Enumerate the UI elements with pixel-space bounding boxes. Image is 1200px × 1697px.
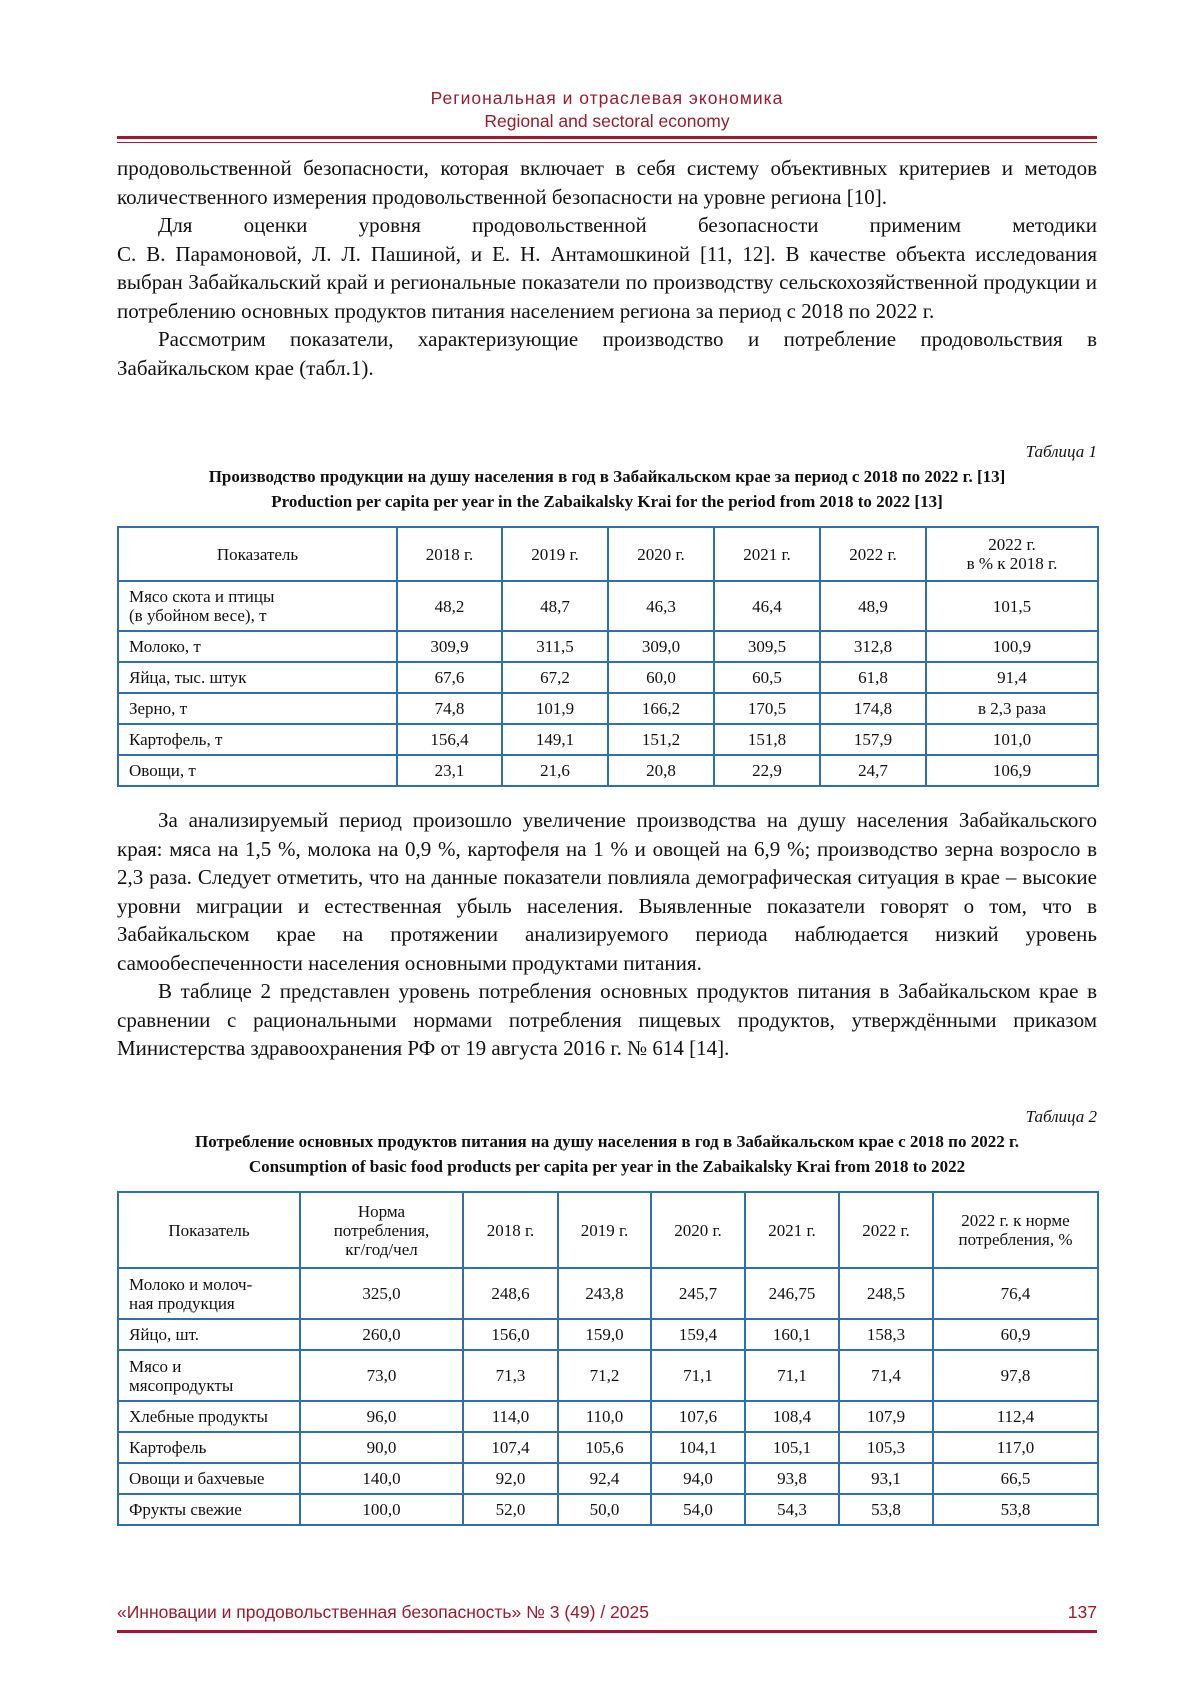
cell: 71,3 bbox=[463, 1350, 558, 1401]
cell: 50,0 bbox=[558, 1494, 651, 1525]
table-1 bbox=[117, 526, 1099, 787]
header-line: кг/год/чел bbox=[345, 1239, 418, 1259]
cell: 110,0 bbox=[558, 1401, 651, 1432]
cell: 90,0 bbox=[300, 1432, 463, 1463]
header-line: 2022 г. bbox=[988, 535, 1036, 554]
cell: 100,9 bbox=[926, 631, 1098, 662]
label-line: ная продукция bbox=[129, 1293, 235, 1313]
table-2-title-ru: Потребление основных продуктов питания на душу населения в год в Забайкальском крае с 2018 по 2022 г. bbox=[194, 1132, 1019, 1151]
table-2-header-cell: 2018 г. bbox=[463, 1192, 558, 1268]
label-line: Мясо и bbox=[129, 1356, 182, 1376]
cell: 23,1 bbox=[397, 755, 502, 786]
header-line: в % к 2018 г. bbox=[966, 554, 1058, 573]
table-1-header-cell: 2019 г. bbox=[502, 527, 608, 581]
cell: 52,0 bbox=[463, 1494, 558, 1525]
paragraph-2 bbox=[117, 211, 1097, 325]
row-label: Зерно, т bbox=[118, 693, 397, 724]
row-label bbox=[118, 581, 397, 631]
cell: 92,0 bbox=[463, 1463, 558, 1494]
cell: 100,0 bbox=[300, 1494, 463, 1525]
table-1-header-cell: Показатель bbox=[118, 527, 397, 581]
table-row bbox=[118, 724, 1098, 755]
row-label: Молоко, т bbox=[118, 631, 397, 662]
table-2-header-cell bbox=[933, 1192, 1098, 1268]
header-rule-thin bbox=[117, 142, 1097, 143]
row-label bbox=[118, 1268, 300, 1319]
paragraph-2-rest: С. В. Парамоновой, Л. Л. Пашиной, и Е. Н. Антамошкиной [11, 12]. В качестве объекта исследования выбран Забайкальский край и региональные показатели по производству сельскохозяйственной продукции и потреблению основных продуктов питания населением региона за период с 2018 по 2022 г. bbox=[117, 241, 1097, 323]
header-line: Норма bbox=[357, 1201, 406, 1221]
cell: 92,4 bbox=[558, 1463, 651, 1494]
cell: 151,2 bbox=[608, 724, 714, 755]
cell: 159,0 bbox=[558, 1319, 651, 1350]
cell: 170,5 bbox=[714, 693, 820, 724]
table-1-header-cell: 2020 г. bbox=[608, 527, 714, 581]
table-row bbox=[118, 1432, 1098, 1463]
cell: 93,1 bbox=[839, 1463, 933, 1494]
header-line: потребления, bbox=[333, 1220, 430, 1240]
cell: 71,1 bbox=[745, 1350, 839, 1401]
paragraph-3: Рассмотрим показатели, характеризующие производство и потребление продовольствия в Забайкальском крае (табл.1). bbox=[117, 327, 1097, 380]
cell: 46,4 bbox=[714, 581, 820, 631]
cell: 112,4 bbox=[933, 1401, 1098, 1432]
cell: 312,8 bbox=[820, 631, 926, 662]
cell: 107,9 bbox=[839, 1401, 933, 1432]
cell: 114,0 bbox=[463, 1401, 558, 1432]
cell: 66,5 bbox=[933, 1463, 1098, 1494]
paragraph-2-line-1: Для оценки уровня продовольственной безопасности применим методики bbox=[158, 213, 1097, 237]
table-row bbox=[118, 662, 1098, 693]
cell: 48,2 bbox=[397, 581, 502, 631]
cell: 325,0 bbox=[300, 1268, 463, 1319]
cell: 73,0 bbox=[300, 1350, 463, 1401]
cell: 21,6 bbox=[502, 755, 608, 786]
cell: 248,5 bbox=[839, 1268, 933, 1319]
label-line: (в убойном весе), т bbox=[129, 606, 267, 625]
table-1-title-ru: Производство продукции на душу населения в год в Забайкальском крае за период с 2018 по 2022 г. [13] bbox=[208, 467, 1006, 486]
table-1-header-cell: 2022 г. bbox=[820, 527, 926, 581]
table-row bbox=[118, 755, 1098, 786]
body-text-top bbox=[117, 154, 1097, 382]
footer-rule bbox=[117, 1630, 1097, 1633]
cell: 243,8 bbox=[558, 1268, 651, 1319]
cell: 158,3 bbox=[839, 1319, 933, 1350]
cell: 48,9 bbox=[820, 581, 926, 631]
row-label: Фрукты свежие bbox=[118, 1494, 300, 1525]
label-line: мясопродукты bbox=[129, 1375, 234, 1395]
table-1-header-cell: 2021 г. bbox=[714, 527, 820, 581]
table-row bbox=[118, 1350, 1098, 1401]
row-label: Картофель bbox=[118, 1432, 300, 1463]
cell: 60,0 bbox=[608, 662, 714, 693]
table-row bbox=[118, 1268, 1098, 1319]
cell: 54,0 bbox=[651, 1494, 745, 1525]
cell: 71,4 bbox=[839, 1350, 933, 1401]
cell: 60,5 bbox=[714, 662, 820, 693]
row-label: Овощи, т bbox=[118, 755, 397, 786]
cell: 101,9 bbox=[502, 693, 608, 724]
cell: 309,0 bbox=[608, 631, 714, 662]
cell: 54,3 bbox=[745, 1494, 839, 1525]
table-1-header-cell bbox=[926, 527, 1098, 581]
table-1-header-cell: 2018 г. bbox=[397, 527, 502, 581]
row-label: Яйцо, шт. bbox=[118, 1319, 300, 1350]
label-line: Мясо скота и птицы bbox=[129, 587, 275, 606]
cell: 311,5 bbox=[502, 631, 608, 662]
cell: 76,4 bbox=[933, 1268, 1098, 1319]
table-1-caption bbox=[117, 440, 1097, 514]
row-label: Картофель, т bbox=[118, 724, 397, 755]
page-number: 137 bbox=[1067, 1602, 1097, 1622]
cell: 149,1 bbox=[502, 724, 608, 755]
row-label: Овощи и бахчевые bbox=[118, 1463, 300, 1494]
cell: 101,0 bbox=[926, 724, 1098, 755]
cell: 53,8 bbox=[933, 1494, 1098, 1525]
cell: 101,5 bbox=[926, 581, 1098, 631]
cell: 94,0 bbox=[651, 1463, 745, 1494]
cell: 108,4 bbox=[745, 1401, 839, 1432]
table-2-header-cell: 2019 г. bbox=[558, 1192, 651, 1268]
cell: 67,6 bbox=[397, 662, 502, 693]
cell: 151,8 bbox=[714, 724, 820, 755]
cell: 156,0 bbox=[463, 1319, 558, 1350]
table-row bbox=[118, 631, 1098, 662]
cell: 160,1 bbox=[745, 1319, 839, 1350]
cell: 105,6 bbox=[558, 1432, 651, 1463]
cell: 20,8 bbox=[608, 755, 714, 786]
cell: 60,9 bbox=[933, 1319, 1098, 1350]
header-rule-thick bbox=[117, 136, 1097, 139]
cell: 105,1 bbox=[745, 1432, 839, 1463]
cell: 24,7 bbox=[820, 755, 926, 786]
cell: 48,7 bbox=[502, 581, 608, 631]
cell: 22,9 bbox=[714, 755, 820, 786]
body-text-middle bbox=[117, 806, 1097, 1063]
table-2-header-cell: 2021 г. bbox=[745, 1192, 839, 1268]
cell: 309,5 bbox=[714, 631, 820, 662]
paragraph-4: За анализируемый период произошло увеличение производства на душу населения Забайкальского края: мяса на 1,5 %, молока на 0,9 %, картофеля на 1 % и овощей на 6,9 %; производство зерна возросло в 2,3 раза. Следует отметить, что на данные показатели повлияла демографическая ситуация в крае – высокие уровни миграции и естественная убыль населения. Выявленные показатели говорят о том, что в Забайкальском крае на протяжении анализируемого периода наблюдается низкий уровень самообеспеченности населения основными продуктами питания. bbox=[117, 808, 1097, 975]
table-2-header-cell: Показатель bbox=[118, 1192, 300, 1268]
cell: 107,4 bbox=[463, 1432, 558, 1463]
header-line: 2022 г. к норме bbox=[961, 1211, 1070, 1230]
table-1-header-row bbox=[118, 527, 1098, 581]
table-2-header-row bbox=[118, 1192, 1098, 1268]
header-section-ru: Региональная и отраслевая экономика bbox=[430, 88, 784, 108]
cell: 166,2 bbox=[608, 693, 714, 724]
row-label: Яйца, тыс. штук bbox=[118, 662, 397, 693]
row-label: Хлебные продукты bbox=[118, 1401, 300, 1432]
cell: 105,3 bbox=[839, 1432, 933, 1463]
table-1-number: Таблица 1 bbox=[1025, 442, 1097, 461]
cell: 140,0 bbox=[300, 1463, 463, 1494]
cell: 71,2 bbox=[558, 1350, 651, 1401]
journal-title: «Инновации и продовольственная безопасность» № 3 (49) / 2025 bbox=[117, 1602, 649, 1622]
cell: 97,8 bbox=[933, 1350, 1098, 1401]
cell: 157,9 bbox=[820, 724, 926, 755]
cell: 53,8 bbox=[839, 1494, 933, 1525]
cell: 107,6 bbox=[651, 1401, 745, 1432]
cell: 260,0 bbox=[300, 1319, 463, 1350]
cell: 246,75 bbox=[745, 1268, 839, 1319]
table-2-header-cell: 2022 г. bbox=[839, 1192, 933, 1268]
table-row bbox=[118, 1463, 1098, 1494]
cell: 46,3 bbox=[608, 581, 714, 631]
running-footer bbox=[117, 1602, 1097, 1628]
header-line: потребления, % bbox=[958, 1230, 1073, 1249]
table-2-caption bbox=[117, 1105, 1097, 1179]
cell: 104,1 bbox=[651, 1432, 745, 1463]
cell: 159,4 bbox=[651, 1319, 745, 1350]
cell: 61,8 bbox=[820, 662, 926, 693]
cell: 106,9 bbox=[926, 755, 1098, 786]
cell: 71,1 bbox=[651, 1350, 745, 1401]
table-row bbox=[118, 693, 1098, 724]
table-2 bbox=[117, 1191, 1099, 1526]
table-1-title-en: Production per capita per year in the Zabaikalsky Krai for the period from 2018 to 2022 [13] bbox=[271, 492, 943, 511]
row-label bbox=[118, 1350, 300, 1401]
running-header bbox=[117, 86, 1097, 132]
cell: 248,6 bbox=[463, 1268, 558, 1319]
table-2-number: Таблица 2 bbox=[1025, 1107, 1097, 1126]
cell: 174,8 bbox=[820, 693, 926, 724]
header-section-en: Regional and sectoral economy bbox=[484, 111, 730, 131]
table-row bbox=[118, 1319, 1098, 1350]
table-2-header-cell: 2020 г. bbox=[651, 1192, 745, 1268]
cell: 91,4 bbox=[926, 662, 1098, 693]
cell: 93,8 bbox=[745, 1463, 839, 1494]
table-2-header-cell bbox=[300, 1192, 463, 1268]
cell: 67,2 bbox=[502, 662, 608, 693]
cell: 74,8 bbox=[397, 693, 502, 724]
cell: 96,0 bbox=[300, 1401, 463, 1432]
table-2-title-en: Consumption of basic food products per capita per year in the Zabaikalsky Krai from 2018 to 2022 bbox=[248, 1157, 966, 1176]
cell: 309,9 bbox=[397, 631, 502, 662]
table-row bbox=[118, 1401, 1098, 1432]
cell: в 2,3 раза bbox=[926, 693, 1098, 724]
cell: 245,7 bbox=[651, 1268, 745, 1319]
cell: 156,4 bbox=[397, 724, 502, 755]
table-row bbox=[118, 581, 1098, 631]
table-row bbox=[118, 1494, 1098, 1525]
paragraph-5: В таблице 2 представлен уровень потребления основных продуктов питания в Забайкальском крае в сравнении с рациональными нормами потребления пищевых продуктов, утверждёнными приказом Министерства здравоохранения РФ от 19 августа 2016 г. № 614 [14]. bbox=[117, 979, 1097, 1060]
cell: 117,0 bbox=[933, 1432, 1098, 1463]
paragraph-1: продовольственной безопасности, которая включает в себя систему объективных критериев и методов количественного измерения продовольственной безопасности на уровне региона [10]. bbox=[117, 156, 1097, 209]
label-line: Молоко и молоч- bbox=[129, 1274, 253, 1294]
